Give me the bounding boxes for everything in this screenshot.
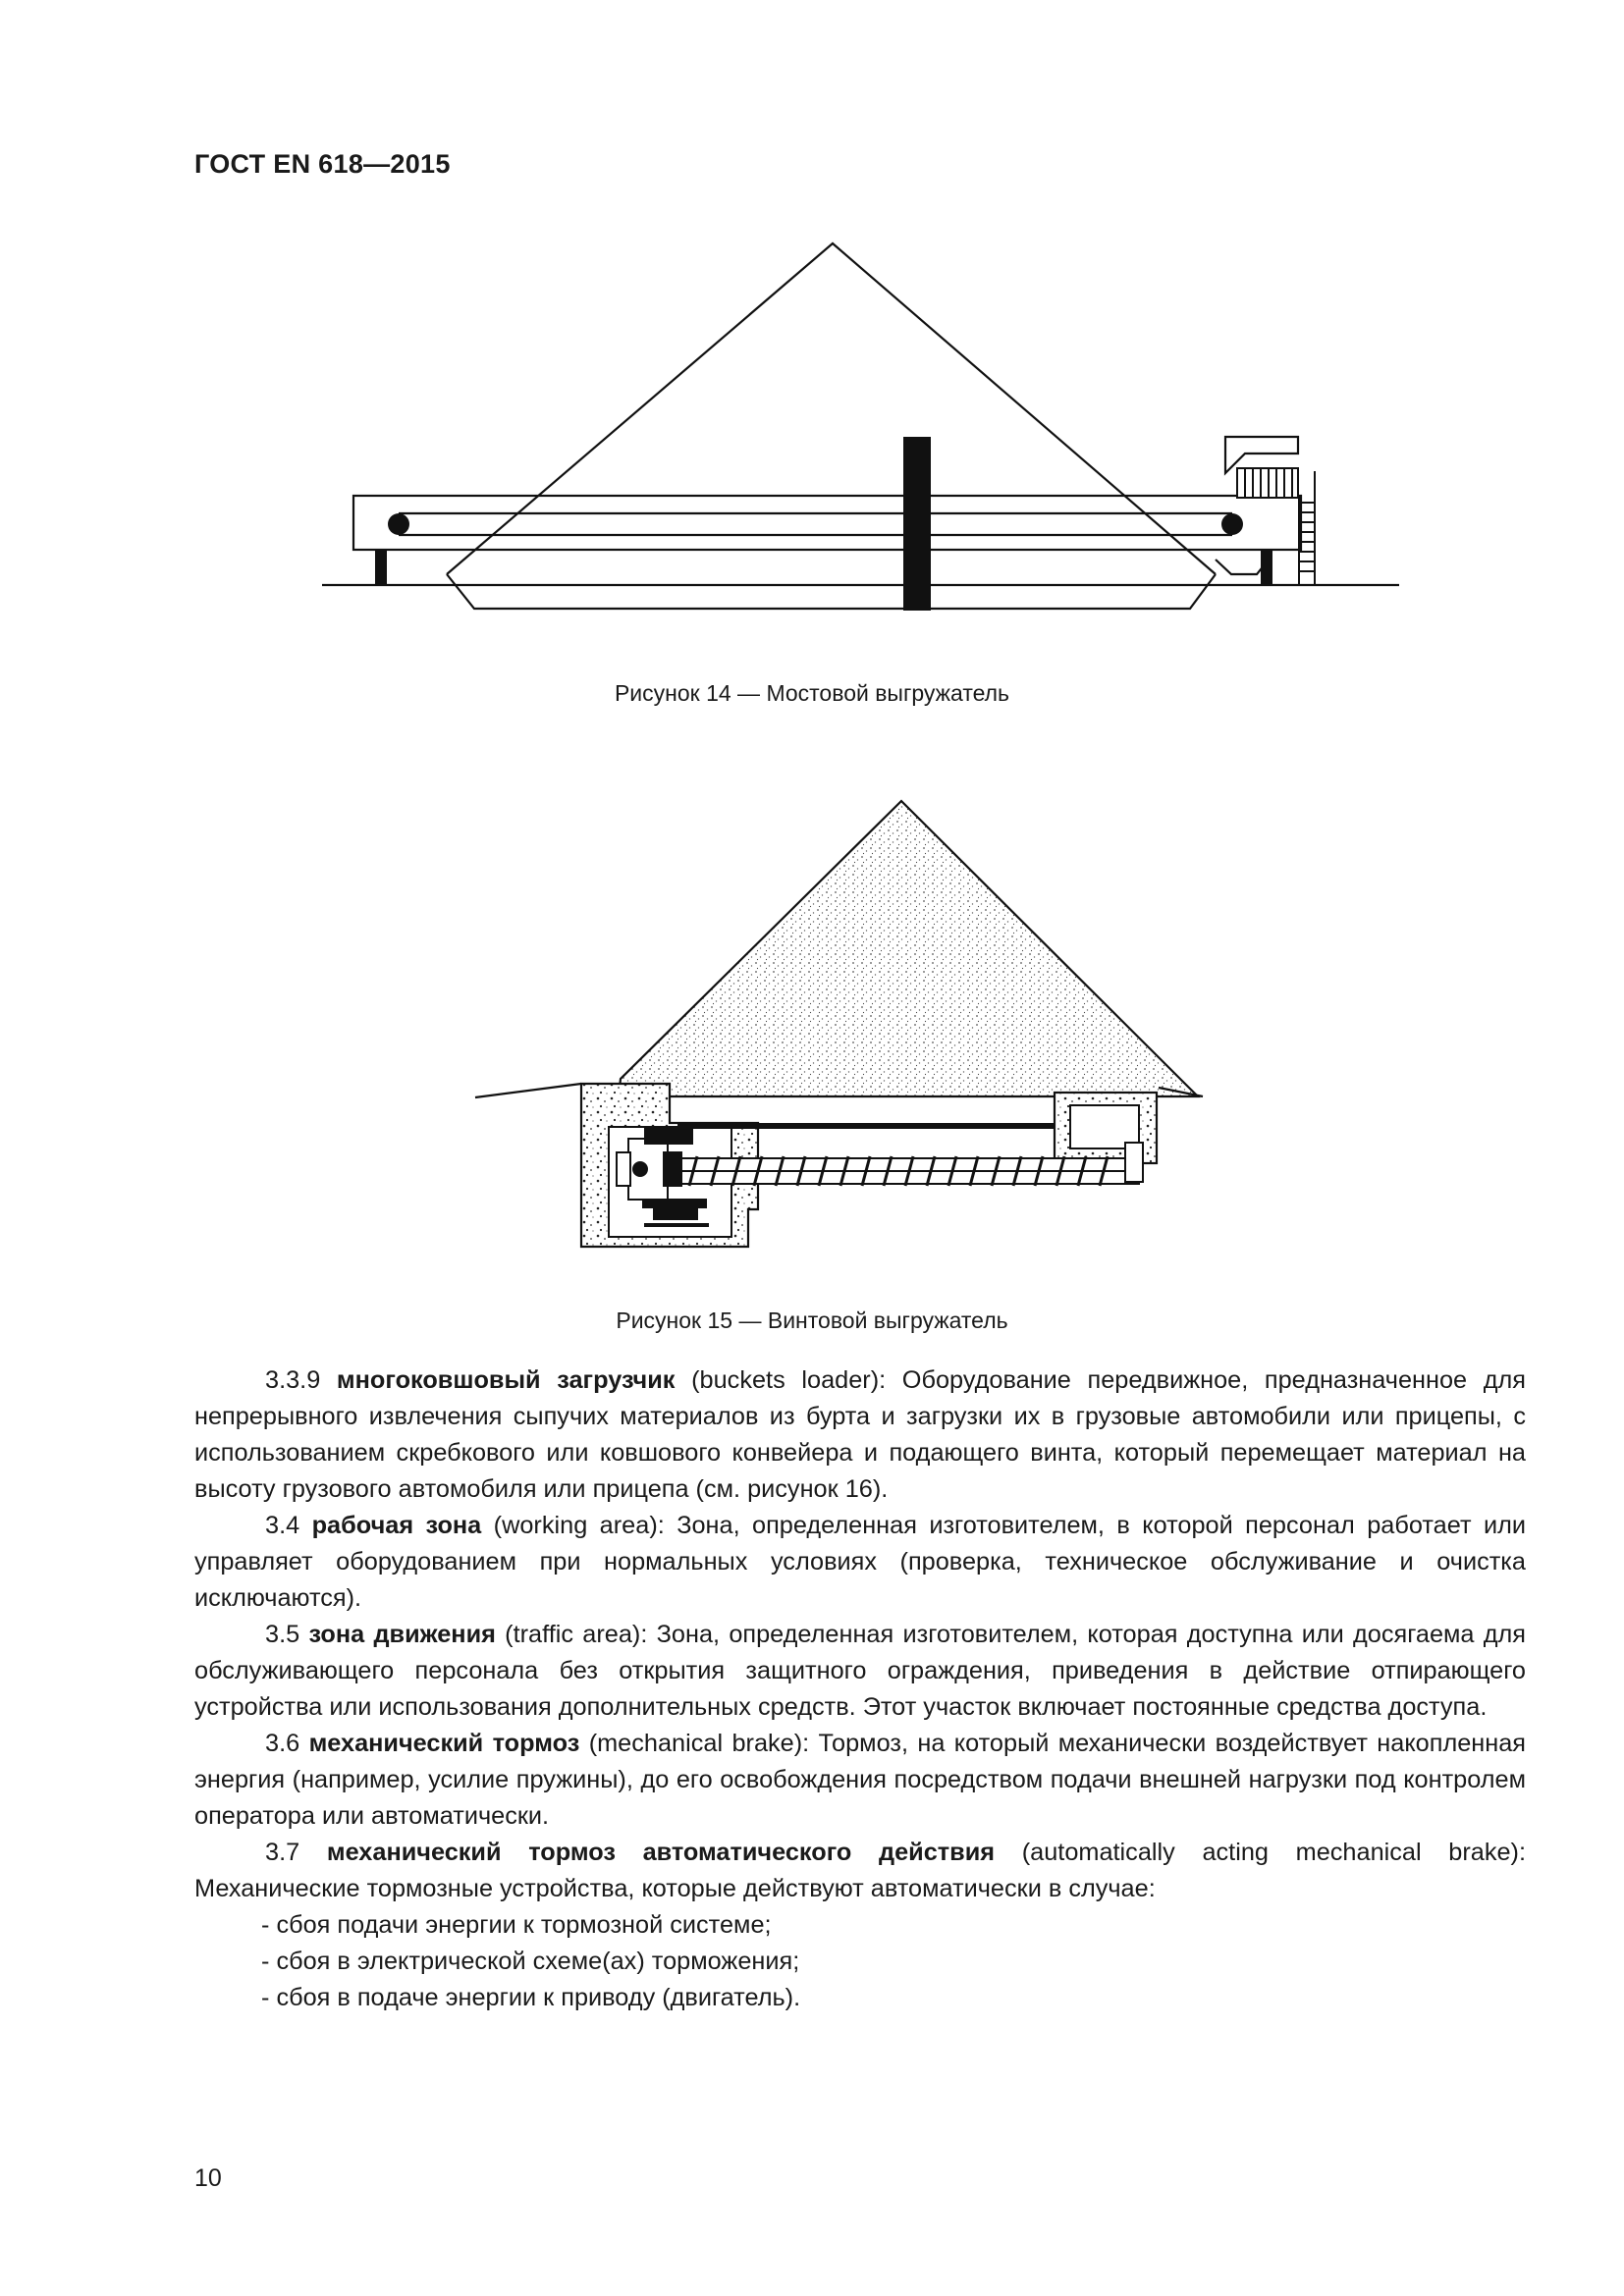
pulley-right xyxy=(1221,513,1243,535)
rail-beam xyxy=(677,1123,1056,1129)
paragraph-3-7: 3.7 механический тормоз автоматического действия (automatically acting mechanical brake): Механические тормозные устройства, которые действуют автоматически в случае: xyxy=(194,1839,1527,1902)
pile-base xyxy=(447,574,1216,609)
term: механический тормоз xyxy=(308,1730,580,1757)
body-text xyxy=(194,1362,1526,2016)
figure-14-caption: Рисунок 14 — Мостовой выгружатель xyxy=(614,680,1010,706)
paragraph-3-4: 3.4 рабочая зона (working area): Зона, определенная изготовителем, в которой персонал работает или управляет оборудованием при нормальных условиях (проверка, техническое обслуживание и очистка исключаются). xyxy=(194,1512,1526,1612)
term: многоковшовый загрузчик xyxy=(336,1366,676,1394)
center-column xyxy=(903,437,931,611)
paragraph-3-6: 3.6 механический тормоз (mechanical brake): Тормоз, на который механически воздействует накопленная энергия (например, усилие пружины), до его освобождения посредством подачи внешней нагрузки под контролем оператора или автоматически. xyxy=(194,1730,1526,1830)
pulley-left xyxy=(388,513,409,535)
material-pile xyxy=(619,801,1198,1096)
list-item: - сбоя в подаче энергии к приводу (двигатель). xyxy=(261,1984,801,2011)
ground-left xyxy=(475,1084,581,1097)
term: механический тормоз автоматического действия xyxy=(326,1839,996,1866)
list-item: - сбоя в электрической схеме(ах) торможения; xyxy=(261,1948,800,1975)
figure-15-caption: Рисунок 15 — Винтовой выгружатель xyxy=(616,1308,1008,1333)
figure-14-bridge-unloader xyxy=(314,236,1404,628)
page-number: 10 xyxy=(194,2164,222,2192)
pile-outline xyxy=(447,243,1216,574)
bridge-frame xyxy=(353,496,1301,550)
term: рабочая зона xyxy=(311,1512,482,1539)
term: зона движения xyxy=(308,1621,496,1648)
carriage xyxy=(644,1127,693,1145)
paragraph-3-3-9: 3.3.9 многоковшовый загрузчик (buckets loader): Оборудование передвижное, предназначенное для непрерывного извлечения сыпучих материалов из бурта и загрузки их в грузовые автомобили или прицепы, с использованием скребкового или ковшового конвейера и подающего винта, который перемещает материал на высоту грузового автомобиля или прицепа (см. рисунок 16). xyxy=(194,1366,1526,1503)
document-header: ГОСТ EN 618—2015 xyxy=(194,149,451,179)
support-right xyxy=(1261,550,1272,586)
support-left xyxy=(375,550,387,586)
hopper-grating xyxy=(1237,468,1298,498)
list-item: - сбоя подачи энергии к тормозной системе; xyxy=(261,1911,772,1939)
paragraph-3-5: 3.5 зона движения (traffic area): Зона, определенная изготовителем, которая доступна или досягаема для обслуживающего персонала без открытия защитного ограждения, приведения в действие отпирающего устройства или использования дополнительных средств. Этот участок включает постоянные средства доступа. xyxy=(194,1621,1526,1721)
figure-15-screw-unloader xyxy=(471,793,1237,1264)
end-bearing xyxy=(1125,1143,1143,1182)
